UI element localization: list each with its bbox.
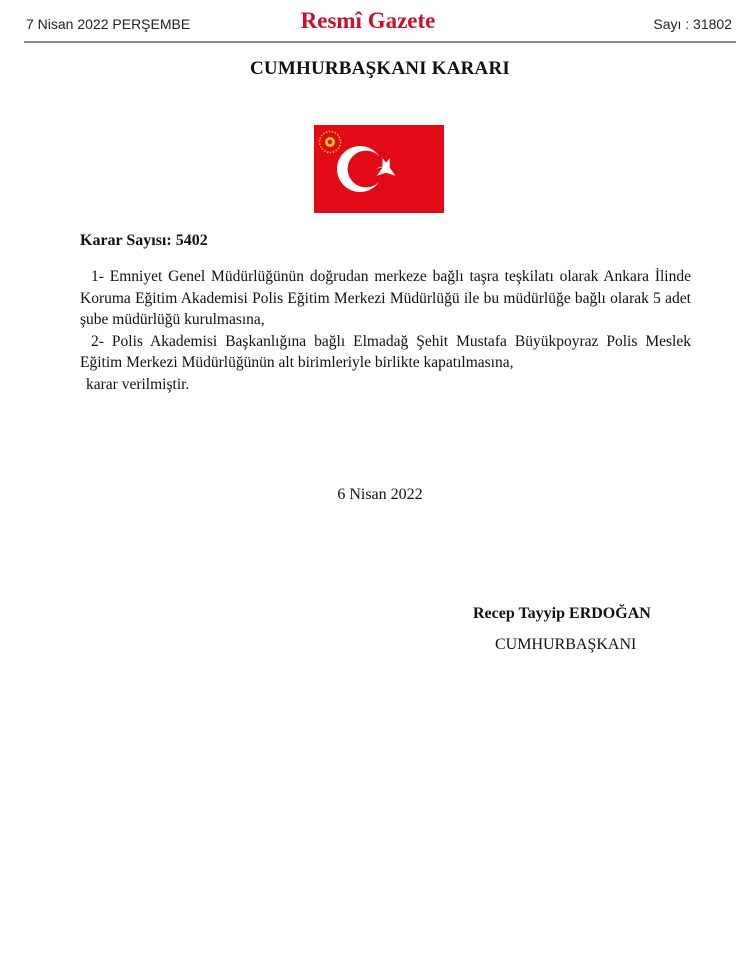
decision-body (80, 266, 691, 395)
document-title: CUMHURBAŞKANI KARARI (250, 58, 510, 79)
signing-date: 6 Nisan 2022 (337, 486, 423, 503)
signatory-name (473, 605, 651, 623)
decision-paragraph: 2- Polis Akademisi Başkanlığına bağlı Elmadağ Şehit Mustafa Büyükpoyraz Polis Meslek Eğitim Merkezi Müdürlüğünün alt birimleriyle birlikte kapatılmasına, (80, 332, 691, 371)
signatory-surname: ERDOĞAN (569, 605, 651, 622)
gazette-title: Resmî Gazete (300, 8, 436, 33)
header-divider (24, 41, 736, 43)
turkish-flag-icon (314, 125, 444, 213)
gazette-header (0, 0, 736, 44)
decision-paragraph: 1- Emniyet Genel Müdürlüğünün doğrudan merkeze bağlı taşra teşkilatı olarak Ankara İlinde Koruma Eğitim Akademisi Polis Eğitim Merkezi Müdürlüğü ile bu müdürlüğe bağlı olarak 5 adet şube müdürlüğü kurulmasına, (80, 268, 691, 328)
issue-date: 7 Nisan 2022 PERŞEMBE (26, 16, 191, 32)
issue-number: Sayı : 31802 (653, 16, 732, 32)
decision-number: Karar Sayısı: 5402 (80, 232, 208, 249)
closing-line: karar verilmiştir. (86, 375, 190, 393)
signatory-title: CUMHURBAŞKANI (495, 636, 637, 653)
signatory-given-names: Recep Tayyip (473, 605, 570, 622)
